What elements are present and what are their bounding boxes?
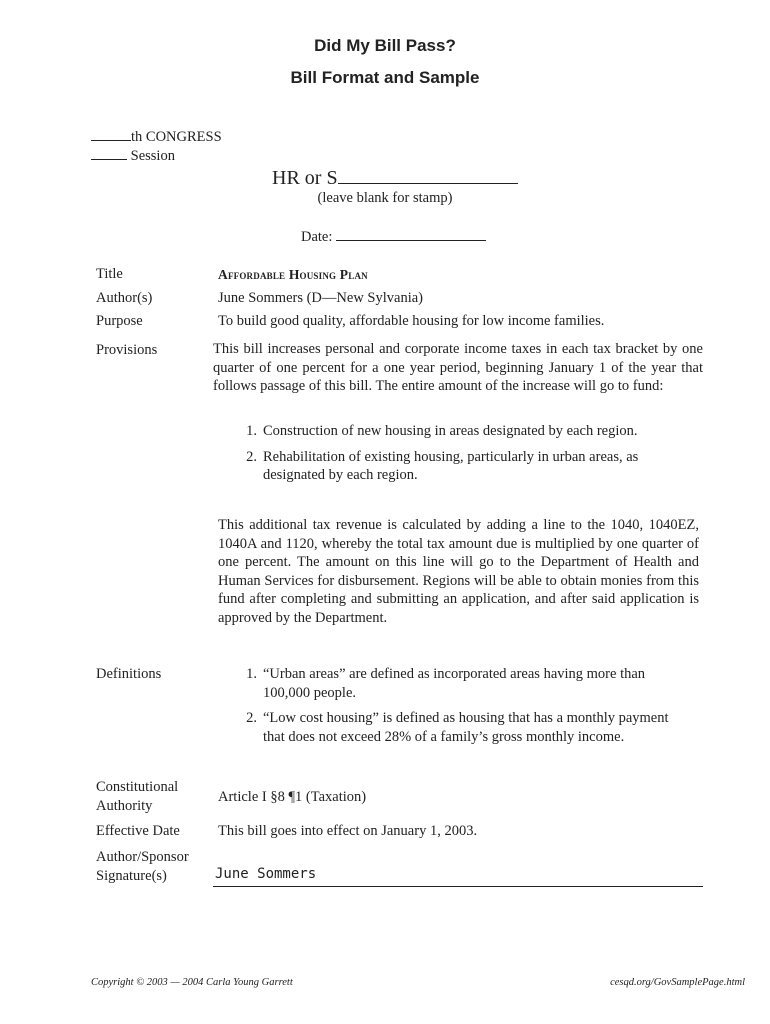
signature-label-line1: Author/Sponsor <box>96 849 189 865</box>
congress-number-blank[interactable] <box>91 128 131 141</box>
list-item-number: 2. <box>246 448 257 465</box>
session-line <box>91 147 175 165</box>
bill-number-line <box>272 167 518 190</box>
list-item <box>237 709 689 746</box>
provisions-paragraph: This additional tax revenue is calculated by adding a line to the 1040, 1040EZ, 1040A and 1120, whereby the total tax amount due is multiplied by one quarter of one percent. The amount on this line will go to the Department of Health and Human Services for disbursement. Regions will be able to obtain monies from this fund after completing and submitting an application, and after said application is approved by the Department. <box>218 517 699 626</box>
constitutional-value: Article I §8 ¶1 (Taxation) <box>218 789 367 805</box>
page-title: Did My Bill Pass? <box>314 36 456 55</box>
list-item-number: 1. <box>246 666 257 682</box>
congress-label: th CONGRESS <box>131 129 222 145</box>
stamp-note: (leave blank for stamp) <box>317 190 453 206</box>
constitutional-label <box>96 778 178 816</box>
footer-url[interactable]: cesqd.org/GovSamplePage.html <box>610 977 745 988</box>
session-label: Session <box>130 148 175 164</box>
provisions-label: Provisions <box>96 342 158 358</box>
date-label: Date: <box>301 229 333 245</box>
list-item-text: “Urban areas” are defined as incorporated areas having more than 100,000 people. <box>263 666 646 701</box>
signature-label <box>96 848 189 886</box>
page-subtitle: Bill Format and Sample <box>290 68 480 87</box>
bill-number-label: HR or S <box>272 167 338 189</box>
provisions-list <box>237 422 689 492</box>
signature-value[interactable]: June Sommers <box>215 866 317 882</box>
list-item-text: “Low cost housing” is defined as housing that has a monthly payment that does not exceed 28% of a family’s gross monthly income. <box>263 710 669 745</box>
congress-line <box>91 128 222 146</box>
list-item-text: Construction of new housing in areas designated by each region. <box>263 423 638 439</box>
definitions-list <box>237 665 689 753</box>
effective-date-label: Effective Date <box>96 823 180 839</box>
signature-label-line2: Signature(s) <box>96 868 167 884</box>
purpose-value: To build good quality, affordable housing for low income families. <box>218 313 605 329</box>
constitutional-label-line2: Authority <box>96 798 153 814</box>
list-item <box>237 665 689 702</box>
title-value: Affordable Housing Plan <box>218 267 368 282</box>
definitions-label: Definitions <box>96 666 162 682</box>
copyright-text: Copyright © 2003 — 2004 Carla Young Garrett <box>91 977 293 988</box>
list-item <box>237 448 689 485</box>
list-item <box>237 422 689 441</box>
effective-date-value: This bill goes into effect on January 1, 2003. <box>218 823 478 839</box>
author-label: Author(s) <box>96 290 153 306</box>
session-number-blank[interactable] <box>91 147 127 160</box>
date-blank[interactable] <box>336 228 486 241</box>
list-item-number: 2. <box>246 710 257 726</box>
author-value: June Sommers (D—New Sylvania) <box>218 290 423 306</box>
purpose-label: Purpose <box>96 313 143 329</box>
title-label: Title <box>96 266 123 282</box>
provisions-intro: This bill increases personal and corporate income taxes in each tax bracket by one quarter of one percent for a one year period, beginning January 1 of the year that follows passage of this bill. The entire amount of the increase will go to fund: <box>213 341 703 394</box>
bill-number-blank[interactable] <box>338 167 518 184</box>
constitutional-label-line1: Constitutional <box>96 779 179 795</box>
date-line <box>301 228 486 246</box>
list-item-text: Rehabilitation of existing housing, particularly in urban areas, as designated by each region. <box>263 448 639 483</box>
signature-line <box>213 886 703 887</box>
list-item-number: 1. <box>246 423 257 439</box>
